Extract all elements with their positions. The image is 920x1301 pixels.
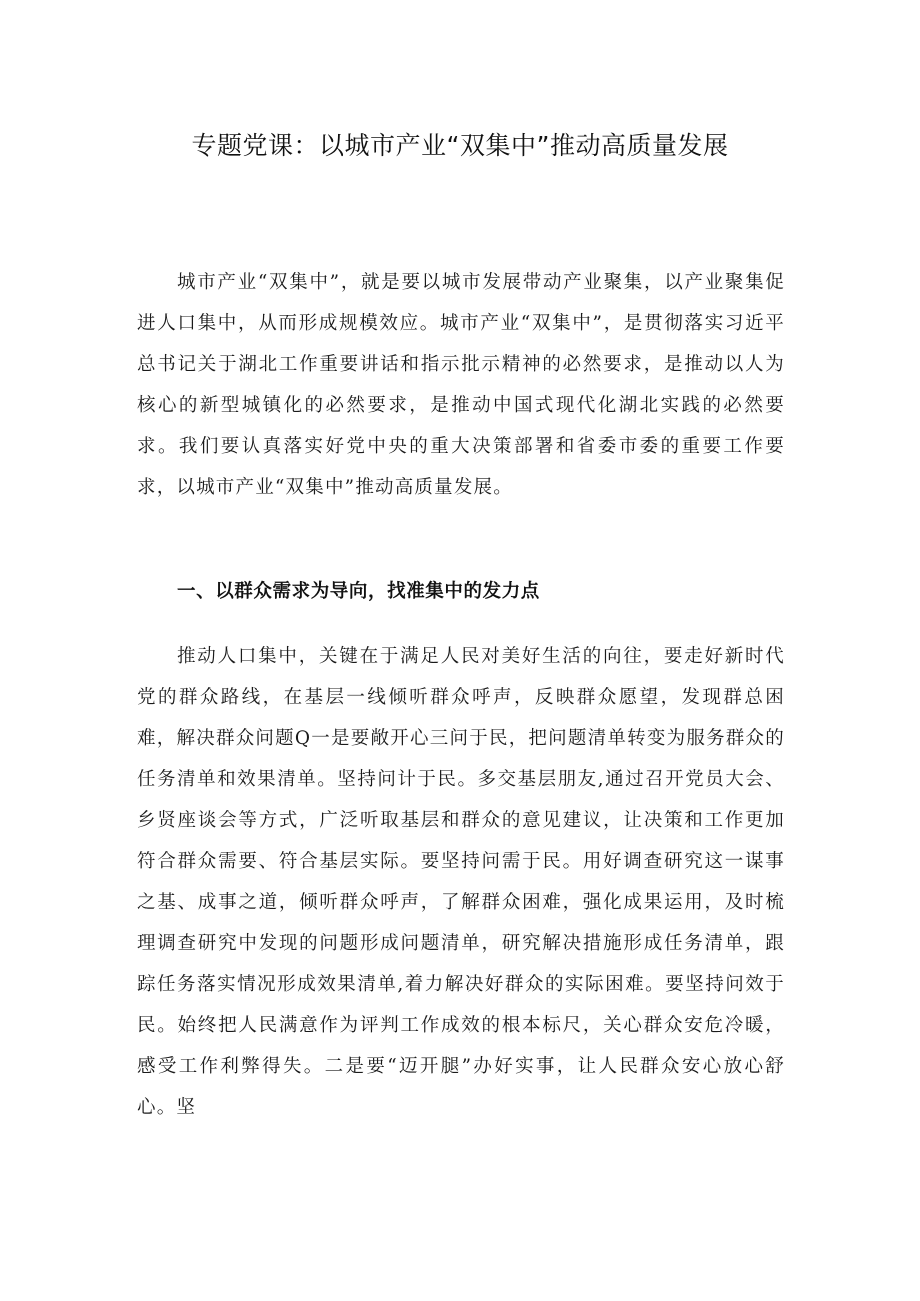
intro-paragraph: 城市产业“双集中”，就是要以城市发展带动产业聚集，以产业聚集促进人口集中，从而形成规模效应。城市产业“双集中”，是贯彻落实习近平总书记关于湖北工作重要讲话和指示批示精神的必然要求，是推动以人为核心的新型城镇化的必然要求，是推动中国式现代化湖北实践的必然要求。我们要认真落实好党中央的重大决策部署和省委市委的重要工作要求，以城市产业“双集中”推动高质量发展。 [137, 272, 785, 498]
section-heading: 一、以群众需求为导向，找准集中的发力点 [177, 581, 540, 602]
body-paragraph: 推动人口集中，关键在于满足人民对美好生活的向往，要走好新时代党的群众路线，在基层一线倾听群众呼声，反映群众愿望，发现群总困难，解决群众问题Q一是要敞开心三问于民，把问题清单转变为服务群众的任务清单和效果清单。坚持问计于民。多交基层朋友,通过召开党员大会、乡贤座谈会等方式，广泛听取基层和群众的意见建议，让决策和工作更加符合群众需要、符合基层实际。要坚持问需于民。用好调查研究这一谋事之基、成事之道，倾听群众呼声，了解群众困难，强化成果运用，及时梳理调查研究中发现的问题形成问题清单，研究解决措施形成任务清单，跟踪任务落实情况形成效果清单,着力解决好群众的实际困难。要坚持问效于民。始终把人民满意作为评判工作成效的根本标尺，关心群众安危冷暖，感受工作利弊得失。二是要“迈开腿”办好实事，让人民群众安心放心舒心。坚 [137, 646, 785, 1118]
document-title: 专题党课：以城市产业“双集中”推动高质量发展 [191, 131, 729, 160]
